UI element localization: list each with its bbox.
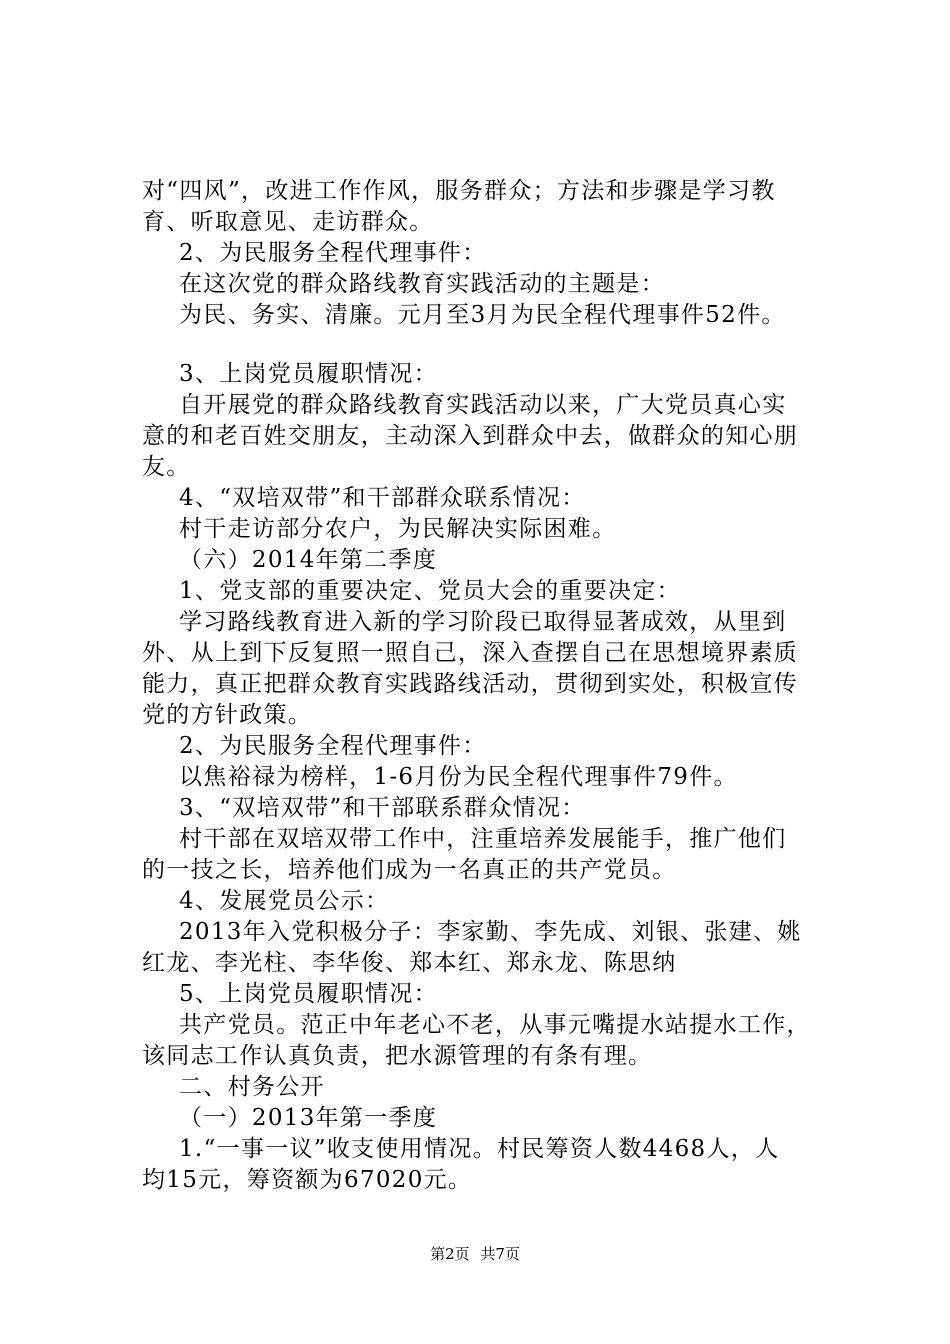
body-line: 自开展党的群众路线教育实践活动以来，广大党员真心实: [179, 392, 787, 418]
body-line: 的一技之长，培养他们成为一名真正的共产党员。: [142, 857, 677, 883]
page-number-total: 共7页: [480, 1245, 520, 1263]
document-body: [142, 176, 842, 1196]
section-heading: 4、“双培双带”和干部群众联系情况：: [179, 485, 586, 511]
body-line: 外、从上到下反复照一照自己，深入查摆自己在思想境界素质: [142, 640, 799, 666]
section-heading: 2、为民服务全程代理事件：: [179, 733, 487, 759]
blank-line: [142, 331, 842, 359]
body-line: 村干部在双培双带工作中，注重培养发展能手，推广他们: [179, 826, 787, 852]
body-line: 育、听取意见、走访群众。: [142, 209, 434, 235]
body-line: 村干走访部分农户，为民解决实际困难。: [179, 516, 617, 542]
body-line: 2013年入党积极分子：李家勤、李先成、刘银、张建、姚: [179, 919, 802, 945]
page-number-current: 第2页: [430, 1245, 470, 1263]
body-line: 为民、务实、清廉。元月至3月为民全程代理事件52件。: [179, 302, 786, 328]
body-line: 1.“一事一议”收支使用情况。村民筹资人数4468人，人: [179, 1136, 780, 1162]
body-line: 该同志工作认真负责，把水源管理的有条有理。: [142, 1043, 653, 1069]
section-heading: 5、上岗党员履职情况：: [179, 981, 438, 1007]
section-heading: 二、村务公开: [179, 1074, 325, 1100]
body-line: 意的和老百姓交朋友，主动深入到群众中去，做群众的知心朋: [142, 423, 799, 449]
body-line: 在这次党的群众路线教育实践活动的主题是：: [179, 271, 665, 297]
section-heading: 3、“双培双带”和干部联系群众情况：: [179, 795, 586, 821]
body-line: 学习路线教育进入新的学习阶段已取得显著成效，从里到: [179, 609, 787, 635]
body-line: 友。: [142, 454, 191, 480]
body-line: 党的方针政策。: [142, 702, 313, 728]
section-heading: 3、上岗党员履职情况：: [179, 361, 438, 387]
body-line: 对“四风”，改进工作作风，服务群众；方法和步骤是学习教: [142, 178, 776, 204]
section-heading: 4、发展党员公示：: [179, 888, 390, 914]
body-line: 以焦裕禄为榜样，1-6月份为民全程代理事件79件。: [179, 764, 738, 790]
section-heading: （一）2013年第一季度: [179, 1105, 438, 1131]
body-line: 能力，真正把群众教育实践路线活动，贯彻到实处，积极宣传: [142, 671, 799, 697]
section-heading: 2、为民服务全程代理事件：: [179, 240, 487, 266]
body-line: 均15元，筹资额为67020元。: [142, 1167, 473, 1193]
body-line: 共产党员。范正中年老心不老，从事元嘴提水站提水工作，: [179, 1012, 811, 1038]
section-heading: （六）2014年第二季度: [179, 547, 438, 573]
page-footer: [0, 1243, 950, 1264]
body-line: 红龙、李光柱、李华俊、郑本红、郑永龙、陈思纳: [142, 950, 677, 976]
section-heading: 1、党支部的重要决定、党员大会的重要决定：: [179, 578, 681, 604]
